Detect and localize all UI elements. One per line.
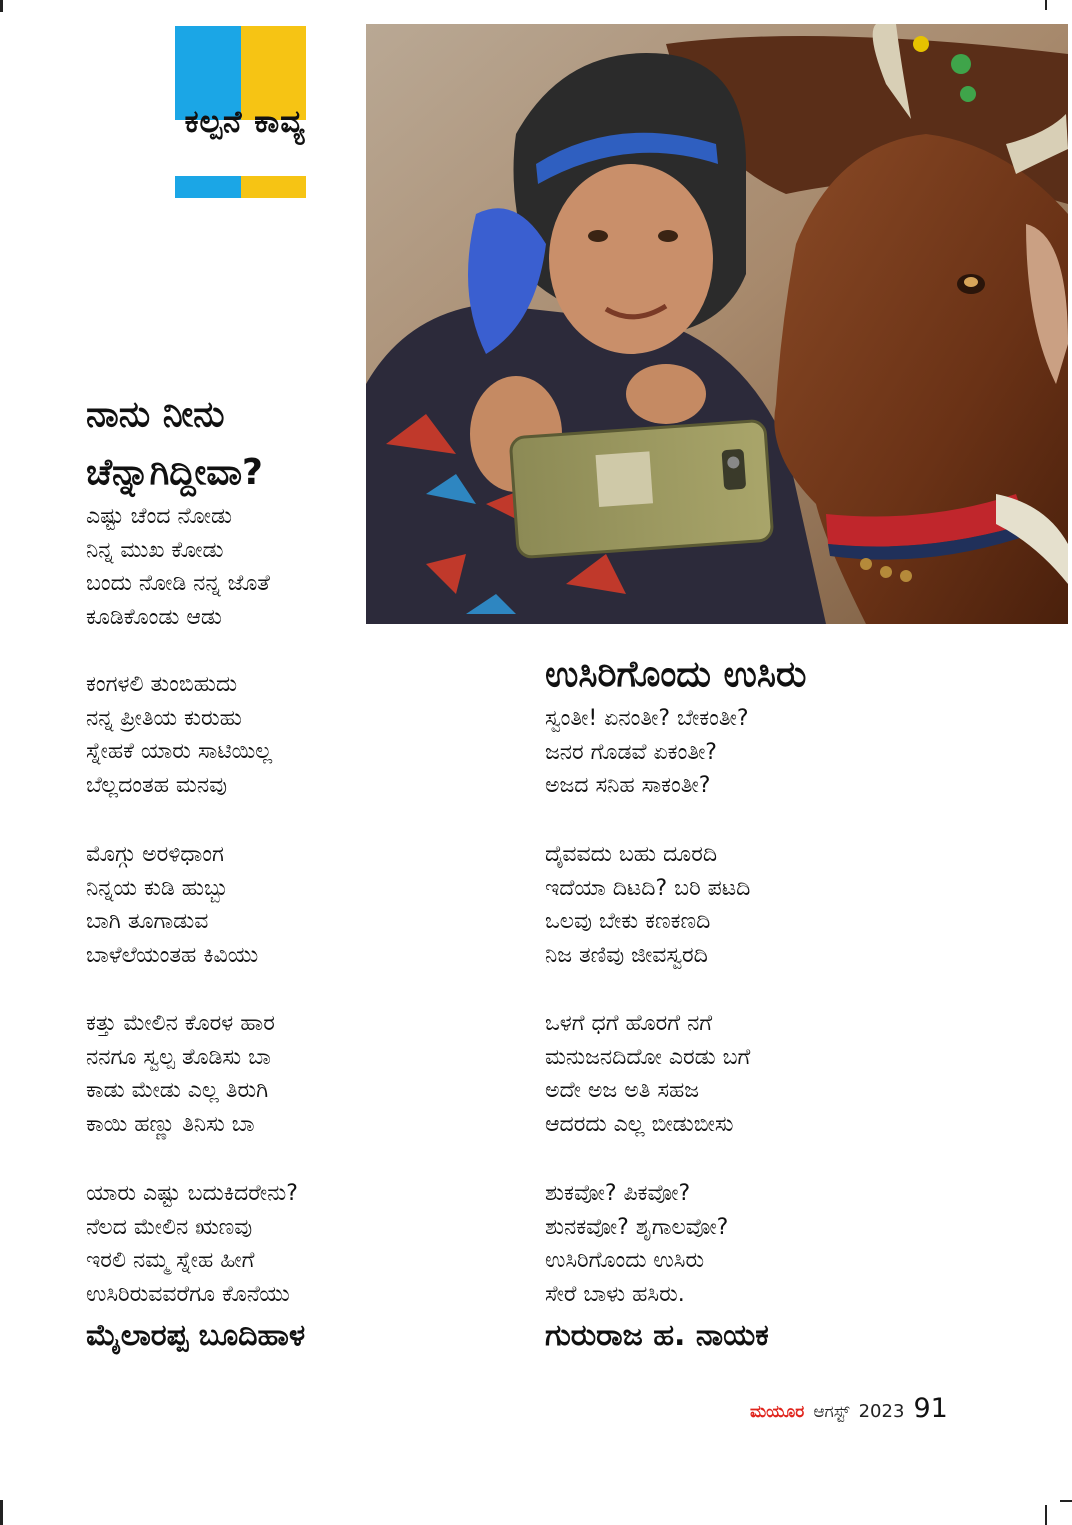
poem-line: ಎಷ್ಟು ಚೆಂದ ನೋಡು — [86, 504, 233, 529]
crop-mark — [1060, 1500, 1072, 1502]
poem-line: ಇರಲಿ ನಮ್ಮ ಸ್ನೇಹ ಹೀಗೆ — [86, 1248, 255, 1274]
issue-month: ಆಗಸ್ಟ್ — [813, 1402, 850, 1422]
poem-line: ಯಾರು ಎಷ್ಟು ಬದುಕಿದರೇನು? — [86, 1181, 298, 1206]
poem-line: ನಿನ್ನ ಮುಖ ಕೋಡು — [86, 537, 224, 563]
poem-line: ಸೇರೆ ಬಾಳು ಹಸಿರು. — [545, 1282, 685, 1308]
poem-line: ಇದೆಯಾ ದಿಟದಿ? ಬರಿ ಪಟದಿ — [545, 875, 751, 901]
poem2-stanza — [545, 1007, 750, 1142]
poem1-stanza — [86, 838, 258, 973]
poem1-stanza — [86, 1007, 275, 1142]
logo-yellow-strip — [241, 176, 306, 198]
poem2-author: ಗುರುರಾಜ ಹ. ನಾಯಕ — [545, 1318, 769, 1353]
poem-line: ನಿನ್ನಯ ಕುಡಿ ಹುಬ್ಬು — [86, 875, 229, 901]
poem-line: ಕೂಡಿಕೊಂಡು ಆಡು — [86, 605, 222, 631]
poem-line: ನಿಜ ತಣಿವು ಜೀವಸ್ವರದಿ — [545, 943, 708, 969]
section-title: ಕಲ್ಪನೆ ಕಾವ್ಯ — [184, 104, 306, 140]
poem1-stanza — [86, 500, 270, 635]
poem-line: ಸ್ನೇಹಕೆ ಯಾರು ಸಾಟಿಯಿಲ್ಲ — [86, 739, 273, 765]
poem-line: ಕಂಗಳಲಿ ತುಂಬಿಹುದು — [86, 672, 238, 697]
poem-line: ಶುನಕವೋ? ಶೃಗಾಲವೋ? — [545, 1214, 729, 1240]
poem-line: ಆದರದು ಎಲ್ಲ ಬೀಡುಬೀಸು — [545, 1112, 734, 1138]
page-number: 91 — [913, 1393, 948, 1424]
poem-line: ಬೆಲ್ಲದಂತಹ ಮನವು — [86, 773, 228, 799]
poem-line: ಶುಕವೋ? ಪಿಕವೋ? — [545, 1181, 691, 1206]
issue-year: 2023 — [858, 1401, 905, 1422]
poem-line: ನನ್ನ ಪ್ರೀತಿಯ ಕುರುಹು — [86, 705, 242, 731]
poem2-stanza — [545, 702, 749, 803]
poem1-stanza — [86, 668, 272, 803]
crop-mark — [1045, 0, 1047, 10]
page-footer — [750, 1393, 970, 1433]
poem-line: ಅದೇ ಅಜ ಅತಿ ಸಹಜ — [545, 1078, 700, 1104]
section-logo — [175, 26, 306, 172]
poem-line: ಸ್ವಂತೀ! ಏನಂತೀ? ಬೇಕಂತೀ? — [545, 706, 749, 731]
poem2-title: ಉಸಿರಿಗೊಂದು ಉಸಿರು — [545, 654, 807, 695]
poem-line: ಕಾಯಿ ಹಣ್ಣು ತಿನಿಸು ಬಾ — [86, 1112, 255, 1138]
poem2-stanza — [545, 838, 750, 973]
poem2-stanza — [545, 1177, 728, 1312]
poem-line: ಬಂದು ನೋಡಿ ನನ್ನ ಜೊತೆ — [86, 571, 270, 597]
poem-line: ಜನರ ಗೊಡವೆ ಏಕಂತೀ? — [545, 739, 717, 765]
crop-mark — [1045, 1505, 1047, 1525]
poem-line: ಒಲವು ಬೇಕು ಕಣಕಣದಿ — [545, 909, 711, 935]
poem-line: ಉಸಿರಿರುವವರೆಗೂ ಕೊನೆಯು — [86, 1282, 290, 1308]
poem-line: ಅಜದ ಸನಿಹ ಸಾಕಂತೀ? — [545, 773, 711, 799]
poem1-author: ಮೈಲಾರಪ್ಪ ಬೂದಿಹಾಳ — [86, 1318, 306, 1353]
poem1-stanza — [86, 1177, 298, 1312]
poem1-title-line-2: ಚೆನ್ನಾಗಿದ್ದೀವಾ? — [86, 452, 263, 493]
poem-line: ಕತ್ತು ಮೇಲಿನ ಕೊರಳ ಹಾರ — [86, 1011, 275, 1036]
poem-line: ಮೊಗ್ಗು ಅರಳಿಧಾಂಗ — [86, 842, 224, 867]
girl-goat-selfie-photo — [366, 24, 1068, 624]
poem-line: ನೆಲದ ಮೇಲಿನ ಋಣವು — [86, 1214, 253, 1240]
poem1-title-line-1: ನಾನು ನೀನು — [86, 394, 225, 435]
crop-mark — [0, 1500, 3, 1525]
crop-mark — [0, 0, 3, 12]
poem-line: ಉಸಿರಿಗೊಂದು ಉಸಿರು — [545, 1248, 705, 1274]
magazine-name: ಮಯೂರ — [750, 1402, 805, 1422]
logo-blue-strip — [175, 176, 241, 198]
poem-line: ನನಗೂ ಸ್ವಲ್ಪ ತೊಡಿಸು ಬಾ — [86, 1044, 271, 1070]
poem-line: ಕಾಡು ಮೇಡು ಎಲ್ಲ ತಿರುಗಿ — [86, 1078, 269, 1104]
poem-line: ಒಳಗೆ ಧಗೆ ಹೊರಗೆ ನಗೆ — [545, 1011, 713, 1036]
poem-line: ದೈವವದು ಬಹು ದೂರದಿ — [545, 842, 718, 867]
poem-line: ಬಾಳೆಲೆಯಂತಹ ಕಿವಿಯು — [86, 943, 259, 969]
poem-line: ಬಾಗಿ ತೂಗಾಡುವ — [86, 909, 209, 935]
poem-line: ಮನುಜನದಿದೋ ಎರಡು ಬಗೆ — [545, 1044, 751, 1070]
